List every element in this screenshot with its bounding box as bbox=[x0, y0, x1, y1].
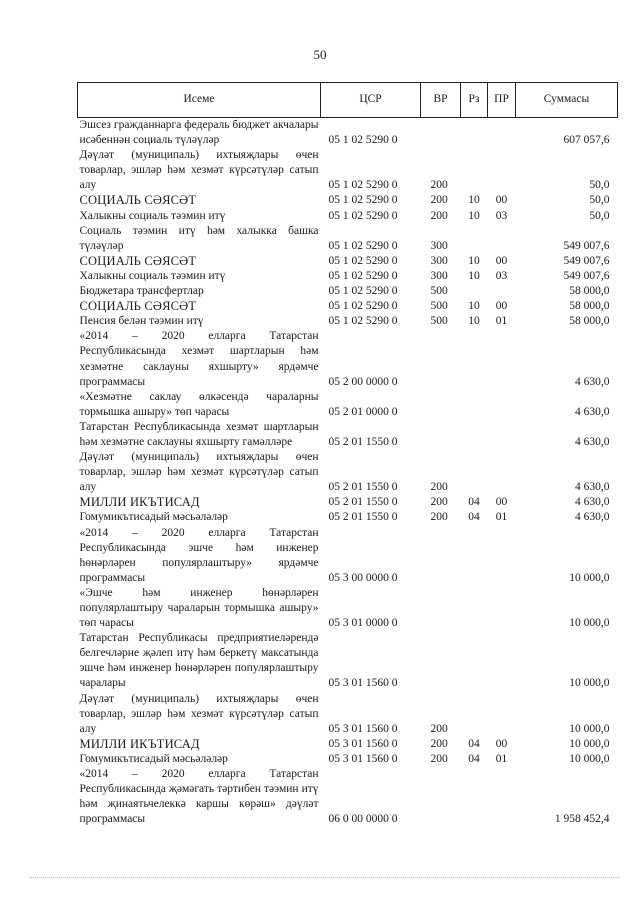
cell-rz bbox=[461, 420, 488, 450]
cell-name: СОЦИАЛЬ СӘЯСӘТ bbox=[79, 299, 197, 314]
cell-vr: 200 bbox=[430, 511, 448, 524]
cell-vr bbox=[421, 390, 461, 420]
table-row bbox=[78, 329, 618, 389]
cell-pr bbox=[488, 420, 516, 450]
cell-name: Дәүләт (муниципаль) ихтыяҗлары өчен товарлар, эшләр һәм хезмәт күрсәтүләр сатып алу bbox=[79, 692, 319, 735]
cell-sum: 50,0 bbox=[589, 209, 610, 222]
cell-csr: 05 3 01 0000 0 bbox=[328, 617, 398, 630]
table-row bbox=[78, 118, 618, 149]
table-row bbox=[78, 193, 618, 208]
table-row bbox=[78, 631, 618, 691]
cell-rz: 10 bbox=[468, 254, 480, 267]
cell-csr: 05 1 02 5290 0 bbox=[328, 209, 398, 222]
cell-sum: 10 000,0 bbox=[569, 617, 610, 630]
table-row bbox=[78, 269, 618, 284]
cell-rz: 10 bbox=[468, 300, 480, 313]
cell-csr: 06 0 00 0000 0 bbox=[328, 813, 398, 826]
cell-csr: 05 1 02 5290 0 bbox=[328, 285, 398, 298]
cell-rz bbox=[461, 692, 488, 737]
cell-vr: 200 bbox=[430, 496, 448, 509]
cell-vr: 200 bbox=[430, 209, 448, 222]
cell-vr: 200 bbox=[430, 179, 448, 192]
cell-sum: 4 630,0 bbox=[575, 435, 610, 448]
cell-rz bbox=[461, 631, 488, 691]
cell-name: МИЛЛИ ИКЪТИСАД bbox=[79, 736, 200, 751]
table-row bbox=[78, 450, 618, 495]
cell-csr: 05 3 01 1560 0 bbox=[328, 752, 398, 765]
cell-name: «Хезмәтне саклау өлкәсендә чараларны тормышка ашыру» төп чарасы bbox=[79, 390, 319, 418]
table-row bbox=[78, 209, 618, 224]
cell-pr: 00 bbox=[495, 496, 508, 509]
cell-pr: 01 bbox=[495, 752, 508, 765]
cell-name: МИЛЛИ ИКЪТИСАД bbox=[79, 495, 200, 510]
cell-name: Халыкны социаль тәэмин итү bbox=[79, 269, 226, 282]
cell-pr bbox=[488, 148, 516, 193]
page-number: 50 bbox=[313, 47, 327, 62]
cell-rz bbox=[461, 586, 488, 631]
cell-csr: 05 1 02 5290 0 bbox=[328, 134, 398, 147]
cell-sum: 4 630,0 bbox=[575, 511, 610, 524]
cell-name: СОЦИАЛЬ СӘЯСӘТ bbox=[79, 193, 197, 208]
cell-rz: 10 bbox=[468, 315, 480, 328]
cell-pr: 01 bbox=[495, 315, 508, 328]
cell-rz bbox=[461, 118, 488, 149]
cell-pr: 03 bbox=[495, 269, 508, 282]
cell-name: «Эшче һәм инженер һөнәрләрен популярлаштыру чараларын тормышка ашыру» төп чарасы bbox=[79, 586, 319, 630]
table-row bbox=[78, 586, 618, 631]
cell-csr: 05 1 02 5290 0 bbox=[328, 300, 398, 313]
cell-pr bbox=[488, 329, 516, 389]
cell-csr: 05 1 02 5290 0 bbox=[328, 254, 398, 267]
table-row bbox=[78, 526, 618, 586]
table-row bbox=[78, 299, 618, 314]
cell-sum: 4 630,0 bbox=[575, 375, 610, 388]
cell-pr bbox=[488, 450, 516, 495]
cell-csr: 05 1 02 5290 0 bbox=[328, 239, 398, 252]
cell-sum: 549 007,6 bbox=[563, 254, 610, 267]
scan-noise-line bbox=[30, 877, 620, 879]
table-row bbox=[78, 224, 618, 254]
cell-name: Дәүләт (муниципаль) ихтыяҗлары өчен товарлар, эшләр һәм хезмәт күрсәтүләр сатып алу bbox=[79, 149, 319, 192]
cell-name: Эшсез гражданнарга федераль бюджет акчалары исәбеннән социаль түләүләр bbox=[79, 119, 319, 147]
table-row bbox=[78, 737, 618, 752]
cell-rz: 04 bbox=[468, 511, 480, 524]
cell-sum: 549 007,6 bbox=[563, 269, 610, 282]
header-rz: Рз bbox=[461, 83, 488, 118]
header-sum: Суммасы bbox=[516, 83, 618, 118]
cell-vr bbox=[421, 526, 461, 586]
cell-name: Гомумикътисадый мәсьәләләр bbox=[79, 752, 228, 765]
cell-pr bbox=[488, 390, 516, 420]
header-pr: ПР bbox=[488, 83, 516, 118]
table-row bbox=[78, 254, 618, 269]
table-row bbox=[78, 314, 618, 329]
cell-pr bbox=[488, 224, 516, 254]
header-csr: ЦСР bbox=[321, 83, 421, 118]
cell-pr bbox=[488, 631, 516, 691]
cell-pr: 00 bbox=[495, 194, 508, 207]
cell-rz bbox=[461, 450, 488, 495]
cell-vr bbox=[421, 118, 461, 149]
cell-rz bbox=[461, 148, 488, 193]
cell-name: Татарстан Республикасында хезмәт шартларын һәм хезмәтне саклауны яхшырту гамәлләре bbox=[79, 420, 319, 448]
cell-vr: 300 bbox=[430, 254, 448, 267]
cell-rz bbox=[461, 390, 488, 420]
cell-sum: 50,0 bbox=[589, 179, 610, 192]
header-name: Исеме bbox=[78, 83, 321, 118]
cell-rz: 04 bbox=[468, 496, 480, 509]
cell-pr bbox=[488, 526, 516, 586]
cell-sum: 58 000,0 bbox=[569, 315, 610, 328]
cell-pr: 03 bbox=[495, 209, 508, 222]
cell-csr: 05 2 01 1550 0 bbox=[328, 496, 398, 509]
cell-rz: 10 bbox=[468, 269, 480, 282]
cell-sum: 607 057,6 bbox=[563, 134, 610, 147]
cell-pr: 00 bbox=[495, 737, 508, 750]
table-row bbox=[78, 752, 618, 767]
cell-vr bbox=[421, 420, 461, 450]
cell-rz bbox=[461, 329, 488, 389]
cell-csr: 05 2 01 1550 0 bbox=[328, 511, 398, 524]
cell-name: СОЦИАЛЬ СӘЯСӘТ bbox=[79, 253, 197, 268]
cell-sum: 4 630,0 bbox=[575, 481, 610, 494]
cell-vr: 500 bbox=[430, 285, 448, 298]
cell-rz bbox=[461, 526, 488, 586]
table-row bbox=[78, 420, 618, 450]
cell-pr bbox=[488, 692, 516, 737]
table-row bbox=[78, 510, 618, 525]
cell-sum: 4 630,0 bbox=[575, 405, 610, 418]
cell-csr: 05 3 01 1560 0 bbox=[328, 722, 398, 735]
cell-pr: 00 bbox=[495, 300, 508, 313]
cell-rz: 10 bbox=[468, 209, 480, 222]
cell-pr: 00 bbox=[495, 254, 508, 267]
cell-name: «2014 – 2020 елларга Татарстан Республикасында хезмәт шартларын һәм хезмәтне саклауны яхшырту» ярдәмче программасы bbox=[79, 330, 319, 388]
cell-rz: 04 bbox=[468, 737, 480, 750]
cell-sum: 10 000,0 bbox=[569, 571, 610, 584]
table-row bbox=[78, 390, 618, 420]
cell-sum: 1 958 452,4 bbox=[554, 813, 610, 826]
cell-rz bbox=[461, 767, 488, 827]
cell-csr: 05 1 02 5290 0 bbox=[328, 269, 398, 282]
cell-csr: 05 1 02 5290 0 bbox=[328, 194, 398, 207]
cell-vr: 300 bbox=[430, 269, 448, 282]
table-row bbox=[78, 692, 618, 737]
table-header bbox=[78, 83, 618, 118]
cell-csr: 05 3 01 1560 0 bbox=[328, 737, 398, 750]
cell-sum: 58 000,0 bbox=[569, 285, 610, 298]
cell-pr bbox=[488, 118, 516, 149]
cell-csr: 05 2 01 1550 0 bbox=[328, 481, 398, 494]
cell-sum: 10 000,0 bbox=[569, 737, 610, 750]
cell-vr: 200 bbox=[430, 752, 448, 765]
cell-vr: 200 bbox=[430, 481, 448, 494]
cell-vr: 500 bbox=[430, 315, 448, 328]
cell-name: Пенсия белән тәэмин итү bbox=[79, 315, 204, 328]
cell-vr: 200 bbox=[430, 722, 448, 735]
cell-sum: 10 000,0 bbox=[569, 722, 610, 735]
table-row bbox=[78, 767, 618, 827]
cell-pr bbox=[488, 767, 516, 827]
table-row bbox=[78, 284, 618, 299]
cell-name: Социаль тәэмин итү һәм халыкка башка түләүләр bbox=[79, 224, 319, 252]
cell-name: Бюджетара трансфертлар bbox=[79, 285, 204, 298]
budget-table bbox=[77, 82, 618, 827]
cell-rz: 04 bbox=[468, 752, 480, 765]
cell-csr: 05 2 00 0000 0 bbox=[328, 375, 398, 388]
cell-name: Гомумикътисадый мәсьәләләр bbox=[79, 511, 228, 524]
cell-pr bbox=[488, 586, 516, 631]
cell-vr: 300 bbox=[430, 239, 448, 252]
table-row bbox=[78, 148, 618, 193]
cell-vr bbox=[421, 631, 461, 691]
cell-rz: 10 bbox=[468, 194, 480, 207]
cell-sum: 549 007,6 bbox=[563, 239, 610, 252]
table-body bbox=[78, 118, 618, 828]
cell-vr: 200 bbox=[430, 737, 448, 750]
cell-name: Татарстан Республикасы предприятиеләрендә белгечләрне җәлеп итү һәм беркетү максатында эшче һәм инженер һөнәрләрен популярлаштыру чаралары bbox=[79, 632, 319, 690]
cell-name: Дәүләт (муниципаль) ихтыяҗлары өчен товарлар, эшләр һәм хезмәт күрсәтүләр сатып алу bbox=[79, 451, 319, 494]
cell-pr bbox=[488, 284, 516, 299]
cell-csr: 05 3 00 0000 0 bbox=[328, 571, 398, 584]
cell-vr bbox=[421, 586, 461, 631]
cell-csr: 05 2 01 0000 0 bbox=[328, 405, 398, 418]
cell-csr: 05 1 02 5290 0 bbox=[328, 315, 398, 328]
cell-name: «2014 – 2020 елларга Татарстан Республикасында эшче һәм инженер һөнәрләрен популярлаштыру» ярдәмче программасы bbox=[79, 526, 319, 584]
cell-csr: 05 1 02 5290 0 bbox=[328, 179, 398, 192]
cell-vr bbox=[421, 329, 461, 389]
cell-name: «2014 – 2020 елларга Татарстан Республикасында җәмәгать тәртибен тәэмин итү һәм җинаятьчелеккә каршы көрәш» дәүләт программасы bbox=[79, 768, 319, 826]
cell-csr: 05 2 01 1550 0 bbox=[328, 435, 398, 448]
cell-sum: 58 000,0 bbox=[569, 300, 610, 313]
cell-rz bbox=[461, 224, 488, 254]
cell-name: Халыкны социаль тәэмин итү bbox=[79, 209, 226, 222]
cell-pr: 01 bbox=[495, 511, 508, 524]
cell-sum: 50,0 bbox=[589, 194, 610, 207]
cell-rz bbox=[461, 284, 488, 299]
header-vr: ВР bbox=[421, 83, 461, 118]
cell-sum: 10 000,0 bbox=[569, 752, 610, 765]
table-row bbox=[78, 495, 618, 510]
cell-sum: 4 630,0 bbox=[575, 496, 610, 509]
cell-vr bbox=[421, 767, 461, 827]
cell-vr: 500 bbox=[430, 300, 448, 313]
cell-vr: 200 bbox=[430, 194, 448, 207]
cell-csr: 05 3 01 1560 0 bbox=[328, 677, 398, 690]
cell-sum: 10 000,0 bbox=[569, 677, 610, 690]
